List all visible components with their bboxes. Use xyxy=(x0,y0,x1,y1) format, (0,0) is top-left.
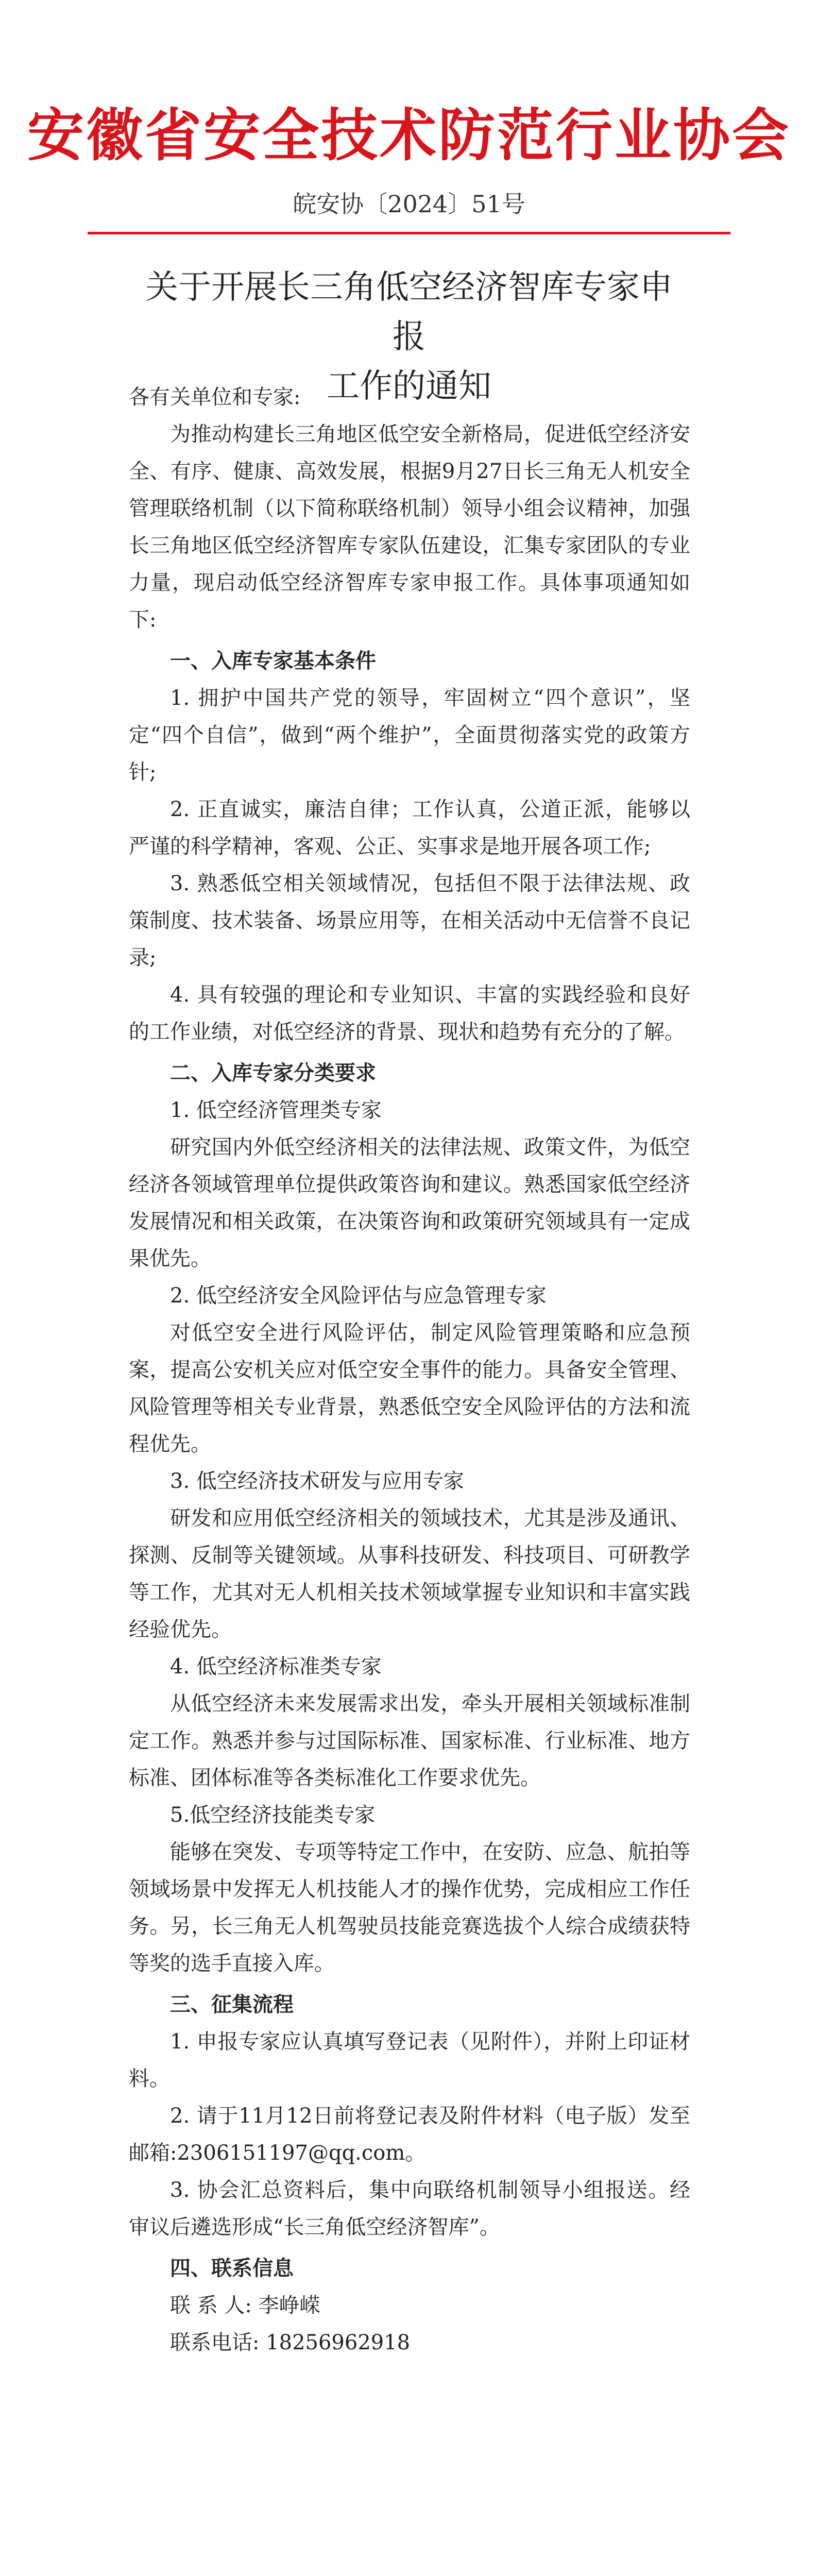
section-1-item: 1. 拥护中国共产党的领导，牢固树立“四个意识”，坚定“四个自信”，做到“两个维护”，全面贯彻落实党的政策方针; xyxy=(129,686,690,784)
category-title: 3. 低空经济技术研发与应用专家 xyxy=(170,1469,464,1493)
document-number: 皖安协〔2024〕51号 xyxy=(293,190,525,218)
notice-title-line-1: 关于开展长三角低空经济智库专家申报 xyxy=(145,268,673,356)
category-description: 研发和应用低空经济相关的领域技术，尤其是涉及通讯、探测、反制等关键领域。从事科技研发、科技项目、可研教学等工作，尤其对无人机相关技术领域掌握专业知识和丰富实践经验优先。 xyxy=(129,1506,690,1641)
notice-title-line-2: 工作的通知 xyxy=(327,367,491,405)
header-divider xyxy=(88,232,730,234)
category-title: 5.低空经济技能类专家 xyxy=(170,1803,376,1827)
section-1-item: 2. 正直诚实，廉洁自律；工作认真，公道正派，能够以严谨的科学精神，客观、公正、实事求是地开展各项工作; xyxy=(129,798,690,858)
section-3-heading: 三、征集流程 xyxy=(170,1992,294,2016)
category-title: 2. 低空经济安全风险评估与应急管理专家 xyxy=(170,1284,547,1308)
contact-phone: 联系电话: 18256962918 xyxy=(170,2331,411,2354)
section-1-heading: 一、入库专家基本条件 xyxy=(170,649,376,673)
category-title: 4. 低空经济标准类专家 xyxy=(170,1655,382,1679)
category-description: 对低空安全进行风险评估，制定风险管理策略和应急预案，提高公安机关应对低空安全事件的能力。具备安全管理、风险管理等相关专业背景，熟悉低空安全风险评估的方法和流程优先。 xyxy=(129,1321,690,1456)
category-description: 从低空经济未来发展需求出发，牵头开展相关领域标准制定工作。熟悉并参与过国际标准、国家标准、行业标准、地方标准、团体标准等各类标准化工作要求优先。 xyxy=(129,1692,690,1790)
contact-person: 联 系 人: 李峥嵘 xyxy=(170,2294,320,2317)
category-description: 研究国内外低空经济相关的法律法规、政策文件，为低空经济各领域管理单位提供政策咨询和建议。熟悉国家低空经济发展情况和相关政策，在决策咨询和政策研究领域具有一定成果优先。 xyxy=(129,1136,690,1270)
section-3-item: 1. 申报专家应认真填写登记表（见附件），并附上印证材料。 xyxy=(129,2030,690,2091)
intro-paragraph: 为推动构建长三角地区低空安全新格局，促进低空经济安全、有序、健康、高效发展，根据9月27日长三角无人机安全管理联络机制（以下简称联络机制）领导小组会议精神，加强长三角地区低空经济智库专家队伍建设，汇集专家团队的专业力量，现启动低空经济智库专家申报工作。具体事项通知如下: xyxy=(129,422,690,632)
section-2-heading: 二、入库专家分类要求 xyxy=(170,1061,376,1085)
category-title: 1. 低空经济管理类专家 xyxy=(170,1098,382,1122)
notice-body xyxy=(129,379,690,2361)
category-description: 能够在突发、专项等特定工作中，在安防、应急、航拍等领域场景中发挥无人机技能人才的操作优势，完成相应工作任务。另，长三角无人机驾驶员技能竞赛选拔个人综合成绩获特等奖的选手直接入库。 xyxy=(129,1840,690,1975)
greeting: 各有关单位和专家: xyxy=(129,385,301,409)
section-4-heading: 四、联系信息 xyxy=(170,2256,294,2280)
section-3-item: 3. 协会汇总资料后，集中向联络机制领导小组报送。经审议后遴选形成“长三角低空经济智库”。 xyxy=(129,2178,690,2239)
organization-title: 安徽省安全技术防范行业协会 xyxy=(27,102,791,168)
section-3-item: 2. 请于11月12日前将登记表及附件材料（电子版）发至邮箱:2306151197@qq.com。 xyxy=(129,2104,690,2165)
section-1-item: 4. 具有较强的理论和专业知识、丰富的实践经验和良好的工作业绩，对低空经济的背景、现状和趋势有充分的了解。 xyxy=(129,983,690,1044)
section-1-item: 3. 熟悉低空相关领域情况，包括但不限于法律法规、政策制度、技术装备、场景应用等，在相关活动中无信誉不良记录; xyxy=(129,872,690,970)
